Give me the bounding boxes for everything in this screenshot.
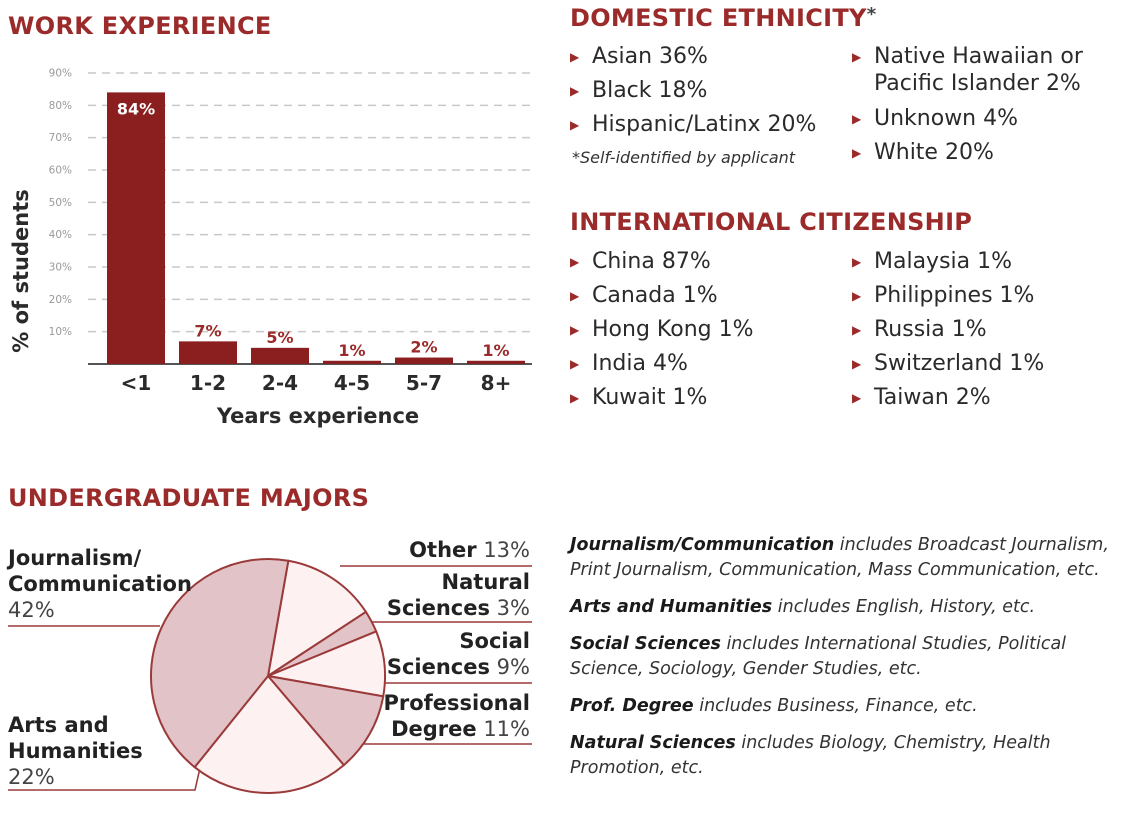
major-definition [570, 632, 1130, 682]
pie-label-other-name: Other [409, 538, 477, 562]
bullet-arrow-icon: ▶ [852, 146, 862, 160]
list-item-text: Philippines 1% [874, 283, 1035, 308]
list-item [570, 111, 816, 139]
pie-label-journalism-value: 42% [8, 598, 55, 622]
bullet-arrow-icon: ▶ [570, 323, 580, 337]
domestic-ethnicity-title-text: DOMESTIC ETHNICITY [570, 4, 867, 32]
pie-label-journalism-name: Journalism/ Communication [8, 546, 192, 596]
list-item [570, 43, 816, 71]
major-definition-term: Arts and Humanities [570, 597, 773, 617]
pie-label-social-sciences-name: Social Sciences [386, 629, 530, 679]
major-definition-term: Prof. Degree [570, 696, 694, 716]
pie-label-other [409, 537, 530, 563]
pie-label-social-sciences-value: 9% [496, 655, 530, 679]
list-item [852, 139, 1083, 167]
y-tick-label: 50% [48, 196, 72, 209]
list-item-text: Unknown 4% [874, 106, 1019, 131]
pie-label-journalism [8, 545, 192, 623]
list-item-text: Russia 1% [874, 317, 987, 342]
y-tick-label: 20% [48, 293, 72, 306]
domestic-ethnicity-title [570, 4, 876, 32]
x-tick-label: 8+ [480, 371, 512, 395]
bar-value-label: 1% [482, 340, 510, 360]
major-definition-text: includes Business, Finance, etc. [693, 696, 978, 716]
major-definition [570, 694, 1130, 719]
undergraduate-majors-title: UNDERGRADUATE MAJORS [8, 484, 370, 512]
list-item [852, 384, 1044, 412]
bar-value-label: 7% [194, 321, 222, 341]
x-tick-label: 5-7 [405, 371, 443, 395]
major-definitions [570, 533, 1130, 793]
list-item [852, 105, 1083, 133]
list-item-text: Taiwan 2% [874, 385, 991, 410]
major-definition-text: includes Biology, Chemistry, Health Promotion, etc. [570, 733, 1051, 778]
international-list-right [852, 248, 1044, 418]
pie-label-social-sciences [387, 628, 530, 680]
y-tick-label: 40% [48, 229, 72, 242]
pie-label-arts-name: Arts and Humanities [8, 713, 143, 763]
list-item-text: Kuwait 1% [592, 385, 708, 410]
list-item-text: Asian 36% [592, 44, 708, 69]
list-item [570, 316, 754, 344]
pie-label-other-value: 13% [483, 538, 530, 562]
major-definition-term: Journalism/Communication [570, 535, 835, 555]
list-item-text: Hong Kong 1% [592, 317, 754, 342]
major-definition-term: Social Sciences [570, 634, 721, 654]
bar-y-axis-label: % of students [9, 189, 33, 353]
domestic-list-right [852, 43, 1083, 173]
list-item [852, 248, 1044, 276]
list-item [570, 282, 754, 310]
list-item-text: White 20% [874, 140, 994, 165]
y-tick-label: 80% [48, 99, 72, 112]
pie-label-natural-sciences [387, 569, 530, 621]
international-citizenship-title: INTERNATIONAL CITIZENSHIP [570, 208, 973, 236]
list-item [570, 350, 754, 378]
pie-label-professional-degree-value: 11% [483, 717, 530, 741]
y-tick-label: 70% [48, 132, 72, 145]
major-definition-text: includes English, History, etc. [772, 597, 1036, 617]
list-item [570, 384, 754, 412]
self-identified-note: *Self-identified by applicant [572, 148, 796, 167]
bullet-arrow-icon: ▶ [570, 391, 580, 405]
x-tick-label: 4-5 [333, 371, 371, 395]
pie-label-arts [8, 712, 143, 790]
list-item [852, 350, 1044, 378]
bar-value-label: 84% [116, 99, 156, 119]
list-item-text: Switzerland 1% [874, 351, 1045, 376]
bullet-arrow-icon: ▶ [570, 357, 580, 371]
bullet-arrow-icon: ▶ [852, 391, 862, 405]
list-item [570, 248, 754, 276]
bullet-arrow-icon: ▶ [852, 50, 862, 64]
major-definition [570, 595, 1130, 620]
bullet-arrow-icon: ▶ [852, 112, 862, 126]
bullet-arrow-icon: ▶ [852, 289, 862, 303]
bullet-arrow-icon: ▶ [570, 118, 580, 132]
x-tick-label: <1 [120, 371, 152, 395]
pie-label-professional-degree [384, 690, 531, 742]
bullet-arrow-icon: ▶ [570, 289, 580, 303]
list-item [852, 43, 1083, 97]
major-definition [570, 731, 1130, 781]
list-item-text: Hispanic/Latinx 20% [592, 112, 817, 137]
pie-label-natural-sciences-name: Natural Sciences [386, 570, 530, 620]
list-item-text: India 4% [592, 351, 688, 376]
bullet-arrow-icon: ▶ [852, 323, 862, 337]
major-definition [570, 533, 1130, 583]
bullet-arrow-icon: ▶ [570, 84, 580, 98]
list-item-text: Canada 1% [592, 283, 718, 308]
list-item [852, 316, 1044, 344]
pie-label-professional-degree-name: Professional Degree [383, 691, 530, 741]
bullet-arrow-icon: ▶ [570, 50, 580, 64]
x-tick-label: 1-2 [189, 371, 227, 395]
bar-value-label: 1% [338, 340, 366, 360]
asterisk-mark: * [866, 4, 877, 25]
list-item-text: Malaysia 1% [874, 249, 1013, 274]
pie-label-arts-value: 22% [8, 765, 55, 789]
list-item [852, 282, 1044, 310]
major-definition-text: includes Broadcast Journalism, Print Journalism, Communication, Mass Communication, etc. [570, 535, 1109, 580]
bar-value-label: 5% [266, 327, 294, 347]
x-tick-label: 2-4 [261, 371, 299, 395]
bullet-arrow-icon: ▶ [570, 255, 580, 269]
bar-x-axis-label: Years experience [216, 404, 420, 428]
list-item-text: China 87% [592, 249, 711, 274]
international-list-left [570, 248, 754, 418]
bullet-arrow-icon: ▶ [852, 357, 862, 371]
pie-label-natural-sciences-value: 3% [496, 596, 530, 620]
major-definition-term: Natural Sciences [570, 733, 736, 753]
bar-value-label: 2% [410, 337, 438, 357]
work-experience-title: WORK EXPERIENCE [8, 12, 272, 40]
y-tick-label: 10% [48, 326, 72, 339]
list-item [570, 77, 816, 105]
domestic-list-left [570, 43, 816, 145]
y-tick-label: 90% [48, 67, 72, 80]
major-definition-text: includes International Studies, Political Science, Sociology, Gender Studies, etc. [570, 634, 1067, 679]
y-tick-label: 30% [48, 261, 72, 274]
bullet-arrow-icon: ▶ [852, 255, 862, 269]
y-tick-label: 60% [48, 164, 72, 177]
list-item-text: Native Hawaiian or Pacific Islander 2% [874, 44, 1083, 96]
list-item-text: Black 18% [592, 78, 708, 103]
